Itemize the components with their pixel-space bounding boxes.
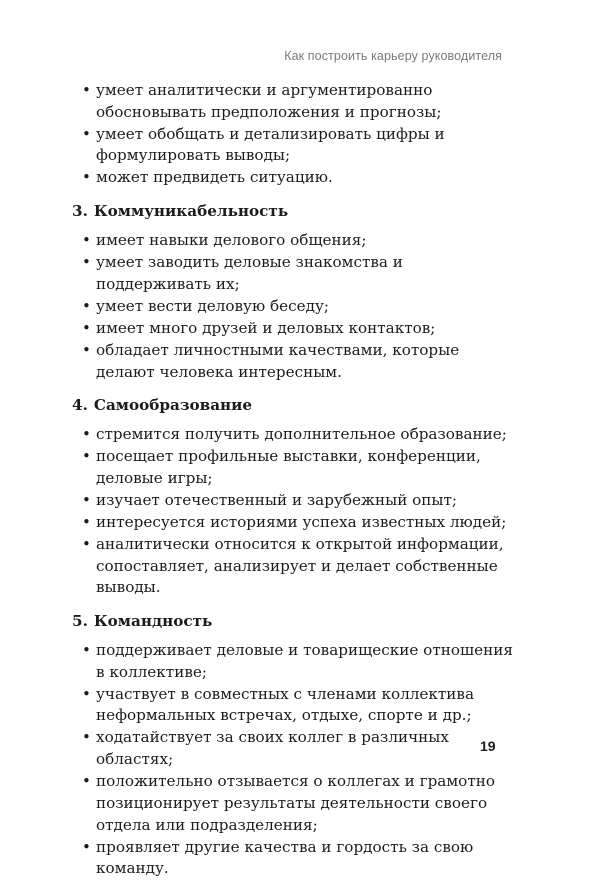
bullet-icon: • bbox=[82, 447, 91, 466]
running-title: Как построить карьеру руководителя bbox=[284, 49, 502, 63]
page-body bbox=[72, 80, 520, 880]
list-item: • интересуется историями успеха известных людей; bbox=[80, 512, 520, 534]
bullet-icon: • bbox=[82, 772, 91, 791]
section-heading-teamwork: 5. Командность bbox=[72, 612, 213, 631]
page-number: 19 bbox=[480, 738, 496, 754]
list-item: • умеет заводить деловые знакомства и поддерживать их; bbox=[82, 253, 403, 293]
bullet-icon: • bbox=[82, 318, 91, 337]
bullet-icon: • bbox=[82, 684, 91, 703]
bullet-icon: • bbox=[82, 534, 91, 553]
list-item: • умеет вести деловую беседу; bbox=[80, 296, 520, 318]
list-item: • проявляет другие качества и гордость за свою команду. bbox=[82, 837, 474, 878]
bullet-icon: • bbox=[82, 81, 91, 99]
list-item: • стремится получить дополнительное образование; bbox=[80, 424, 520, 446]
list-item: • аналитически относится к открытой информации, сопоставляет, анализирует и делает собственные выводы. bbox=[82, 534, 504, 597]
bullet-icon: • bbox=[82, 168, 91, 187]
bullet-icon: • bbox=[82, 512, 91, 531]
bullet-icon: • bbox=[82, 728, 91, 747]
list-item: • поддерживает деловые и товарищеские отношения в коллективе; bbox=[82, 641, 513, 681]
section-heading-self-education: 4. Самообразование bbox=[72, 396, 253, 415]
intro-list bbox=[80, 80, 520, 189]
bullet-icon: • bbox=[82, 837, 91, 856]
list-item: • положительно отзывается о коллегах и грамотно позиционирует результаты деятельности своего отдела или подразделения; bbox=[82, 772, 495, 834]
bullet-icon: • bbox=[82, 124, 91, 143]
section-list-self-education bbox=[80, 424, 520, 599]
bullet-icon: • bbox=[82, 490, 91, 509]
list-item: • может предвидеть ситуацию. bbox=[80, 167, 520, 189]
list-item: • имеет навыки делового общения; bbox=[80, 230, 520, 252]
list-item: • умеет обобщать и детализировать цифры и формулировать выводы; bbox=[82, 124, 445, 165]
list-item: • посещает профильные выставки, конференции, деловые игры; bbox=[82, 447, 481, 487]
bullet-icon: • bbox=[82, 296, 91, 315]
list-item: • изучает отечественный и зарубежный опыт; bbox=[80, 490, 520, 512]
section-heading-communication: 3. Коммуникабельность bbox=[72, 202, 289, 221]
bullet-icon: • bbox=[82, 425, 91, 444]
list-item: • участвует в совместных с членами коллектива неформальных встречах, отдыхе, спорте и др.; bbox=[82, 684, 475, 725]
list-item: • обладает личностными качествами, которые делают человека интересным. bbox=[82, 340, 460, 381]
list-item: • умеет аналитически и аргументированно обосновывать предположения и прогнозы; bbox=[82, 81, 442, 121]
bullet-icon: • bbox=[82, 231, 91, 250]
section-list-communication bbox=[80, 230, 520, 383]
list-item: • имеет много друзей и деловых контактов; bbox=[80, 318, 520, 340]
bullet-icon: • bbox=[82, 340, 91, 359]
section-list-teamwork bbox=[80, 640, 520, 880]
bullet-icon: • bbox=[82, 253, 91, 272]
bullet-icon: • bbox=[82, 641, 91, 660]
list-item: • ходатайствует за своих коллег в различных областях; bbox=[82, 728, 449, 769]
